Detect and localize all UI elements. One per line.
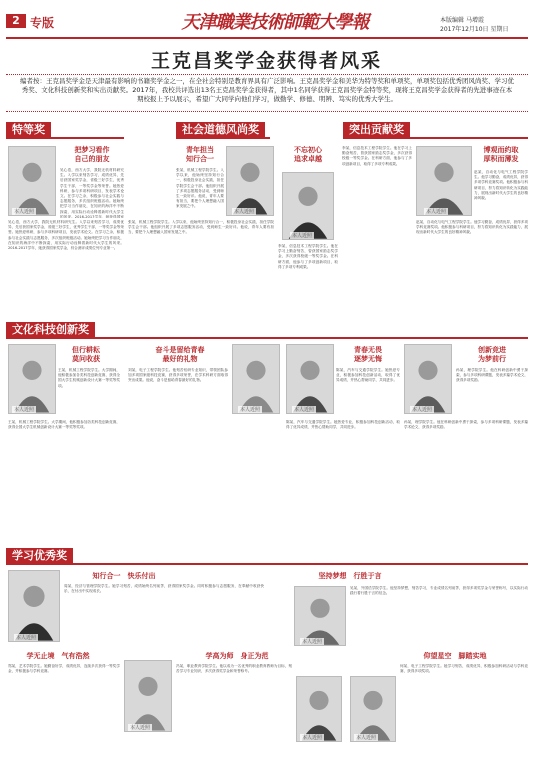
photo-caption: 本人近照 — [14, 209, 35, 215]
article-title: 知行合一 快乐付出 — [92, 572, 156, 580]
section-rule — [6, 137, 124, 139]
article-body: 陈某，汽车与交通学院学生。她热爱专业，积极参加科技创新活动，取得了优异成绩，并热心帮助同学，共同进步。 — [336, 368, 400, 383]
section-innovation-award: 文化科技创新奖 — [6, 322, 95, 337]
student-photo — [294, 586, 346, 646]
editor-note: 编者按：王克昌奖学金是天津最有影响的书籍奖学金之一，在全社会特别是教育界具有广泛影响。王克昌奖学金和美华为特等奖和单项奖，单项奖包括优秀团风尚奖、学习优秀奖、文化科技创新奖和实出贡献奖。2017年，我校共评选出13名王克昌奖学金获得者，其中1名同学获得王克昌奖学金特等奖，现将王克昌奖学金获得者的先进事迹在本期校报上予以展示，希望广大同学向他们学习，做勤学、修德、明辨、笃实的优秀大学生。 — [6, 74, 528, 112]
article-title: 博观而约取 厚积而薄发 — [483, 146, 519, 163]
article-body: 赵某，自动化与电气工程学院学生。他学习勤奋，成绩优异，获得多项学科竞赛奖项。他积极参与科研项目，努力将知识转化为实践能力，展现出新时代大学生的良好精神风貌。 — [474, 170, 528, 201]
article-body: 吴心语，西方大学，我院无机材料研究生。入学以来刻苦学习，成绩优异，先后获国家奖学金，省级三好学生，优秀学生干部，一等奖学金等荣誉。她热爱科研，参与多项科研项目，发表学术论文。在学习之余，积极参与社会实践与志愿服务，多次组织班级活动。她始终把学习当作朋友，在知识的海洋中不断探索，用实际行动诠释着新时代大学生的风采。2016-2017学年，她获得国家 — [60, 168, 124, 218]
photo-caption: 本人近照 — [302, 639, 323, 645]
student-photo — [232, 344, 280, 414]
section-study-award: 学习优秀奖 — [6, 548, 73, 563]
article-body-continued: 张某，机械工程学院学生。入学以来，他始终坚持知行合一，积极投身社会实践，担任学院学生会干部。他组织开展了多项志愿服务活动，受到师生一致好评。他说，青年人要有担当，要把个人理想融入国家发展之中。 — [128, 220, 274, 235]
editor-name: 马增霞 — [465, 17, 484, 24]
student-photo — [286, 344, 334, 414]
student-photo — [416, 146, 472, 216]
editor-line — [440, 15, 484, 24]
student-photo — [8, 344, 56, 414]
article-title: 不忘初心 追求卓越 — [294, 146, 322, 163]
photo-caption: 本人近照 — [294, 407, 315, 413]
header-rule — [6, 37, 528, 39]
section-rule — [6, 563, 528, 565]
issue-date: 2017年12月10日 — [440, 26, 489, 33]
newspaper-masthead: 天津職業技術師範大學報 — [181, 12, 369, 33]
article-body-continued: 孙某，理学院学生。他在科研创新中勇于探索，参与多项科研课题，发表多篇学术论文，获得多项奖励。 — [404, 420, 528, 430]
article-body: 孙某，理学院学生。他在科研创新中勇于探索，参与多项科研课题，发表多篇学术论文，获得多项奖励。 — [456, 368, 528, 383]
article-body-continued: 赵某，自动化与电气工程学院学生。他学习勤奋，成绩优异，获得多项学科竞赛奖项。他积极参与科研项目，努力将知识转化为实践能力，展现出新时代大学生的良好精神风貌。 — [416, 220, 528, 235]
article-body-continued: 吴心语，西方大学，我院无机材料研究生。入学以来刻苦学习，成绩优异，先后获国家奖学金，省级三好学生，优秀学生干部，一等奖学金等荣誉。她热爱科研，参与多项科研项目，发表学术论文。在学习之余，积极参与社会实践与志愿服务，多次组织班级活动。她始终把学习当作朋友，在知识的海洋中不断探索，用实际行动诠释着新时代大学生的风采。2016-2017学年，她获得国家奖学金，综合测评成绩位列专业第一。 — [8, 220, 124, 251]
article-title: 仰望星空 脚踏实地 — [423, 652, 487, 660]
article-title: 但行耕耘 莫问收获 — [72, 346, 100, 363]
student-photo — [282, 172, 334, 240]
article-body: 冯某，职业教育学院学生。他以成为一名优秀的职业教育教师为目标，刻苦学习专业知识，多次获得奖学金和荣誉称号。 — [176, 664, 292, 674]
section-rule — [343, 137, 528, 139]
section-contribution-award: 突出贡献奖 — [343, 122, 410, 137]
photo-caption: 本人近照 — [292, 233, 313, 239]
photo-caption: 本人近照 — [130, 725, 151, 731]
article-title: 坚持梦想 行胜于言 — [318, 572, 382, 580]
photo-caption: 本人近照 — [240, 407, 261, 413]
article-body: 李某，信息技术工程学院学生。他在学习上勤奋刻苦，曾获国家励志奖学金，多次获得校级一等奖学金。在科研方面，他参与了多项创新项目，取得了多项专利成果。 — [278, 244, 338, 269]
section-moral-award: 社会道德风尚奖 — [176, 122, 265, 137]
student-photo — [226, 146, 274, 216]
article-body: 周某，经济与管理学院学生。她学习刻苦，成绩始终名列前茅，获得国家奖学金。同时积极参与志愿服务，在奉献中收获快乐，在付出中实现成长。 — [64, 584, 264, 594]
article-title: 学高为师 身正为范 — [205, 652, 269, 660]
article-body: 吴某，外国语学院学生。他坚持梦想，刻苦学习，专业成绩名列前茅，获得多项奖学金与荣誉称号，以实际行动践行着行胜于言的信念。 — [350, 586, 528, 596]
student-photo — [124, 660, 172, 732]
article-body: 郑某，艺术学院学生。她勤奋好学，成绩优异，连续多次获得一等奖学金，并积极参与学科竞赛。 — [8, 664, 120, 674]
article-body: 刘某，电子工程学院学生。他刻苦钻研专业知识，带领团队参加多项国家级科技竞赛，获得多项荣誉，在学术科研方面取得突出成果。他说，奋斗是留给青春最好的礼物。 — [128, 368, 228, 383]
article-body: 何某，电子工程学院学生。她学习刻苦，成绩优异，积极参加科研活动与学科竞赛，获得多项奖项。 — [400, 664, 528, 674]
photo-caption: 本人近照 — [234, 209, 255, 215]
student-photo — [404, 344, 452, 414]
article-title: 把梦习看作 自己的朋友 — [74, 146, 110, 163]
photo-caption: 本人近照 — [14, 407, 35, 413]
article-body-continued: 王某，机械工程学院学生。大学期间，他积极参加各类科技创新竞赛，获得全国大学生机械创新设计大赛一等奖等奖项。 — [8, 420, 120, 430]
photo-caption: 本人近照 — [302, 735, 323, 741]
section-rule — [6, 337, 528, 339]
photo-caption: 本人近照 — [356, 735, 377, 741]
student-photo — [350, 676, 396, 742]
photo-caption: 本人近照 — [426, 209, 447, 215]
article-title: 青春无畏 逐梦无悔 — [354, 346, 382, 363]
article-body: 王某，机械工程学院学生。大学期间，他积极参加各类科技创新竞赛，获得全国大学生机械创新设计大赛一等奖等奖项。 — [58, 368, 120, 388]
article-title: 青年担当 知行合一 — [186, 146, 214, 163]
section-rule — [176, 137, 270, 139]
article-body-continued: 李某，信息技术工程学院学生。他在学习上勤奋刻苦，曾获国家励志奖学金，多次获得校级一等奖学金。在科研方面，他参与了多项创新项目，取得了多项专利成果。 — [342, 146, 412, 166]
article-title: 创新竞进 为梦前行 — [478, 346, 506, 363]
editor-label: 本版编辑 — [440, 17, 465, 24]
photo-caption: 本人近照 — [16, 635, 37, 641]
date-line — [440, 24, 508, 33]
section-special-award: 特等奖 — [6, 122, 51, 137]
page-headline: 王克昌奖学金获得者风采 — [150, 50, 382, 72]
student-photo — [296, 676, 342, 742]
student-photo — [8, 570, 60, 642]
page-section-label: 专版 — [30, 16, 55, 30]
article-body: 张某，机械工程学院学生。入学以来，他始终坚持知行合一，积极投身社会实践，担任学院学生会干部。他组织开展了多项志愿服务活动，受到师生一致好评。他说，青年人要有担当，要把个人理想融入国家发展之中。 — [176, 168, 224, 209]
article-title: 奋斗是留给青春 最好的礼物 — [155, 346, 205, 363]
student-photo — [8, 146, 56, 216]
article-title: 学无止境 气有浩然 — [26, 652, 90, 660]
issue-weekday: 星期日 — [490, 26, 509, 33]
article-body-continued: 陈某，汽车与交通学院学生。她热爱专业，积极参加科技创新活动，取得了优异成绩，并热心帮助同学，共同进步。 — [286, 420, 400, 430]
page-number-badge: 2 — [6, 14, 26, 28]
photo-caption: 本人近照 — [412, 407, 433, 413]
